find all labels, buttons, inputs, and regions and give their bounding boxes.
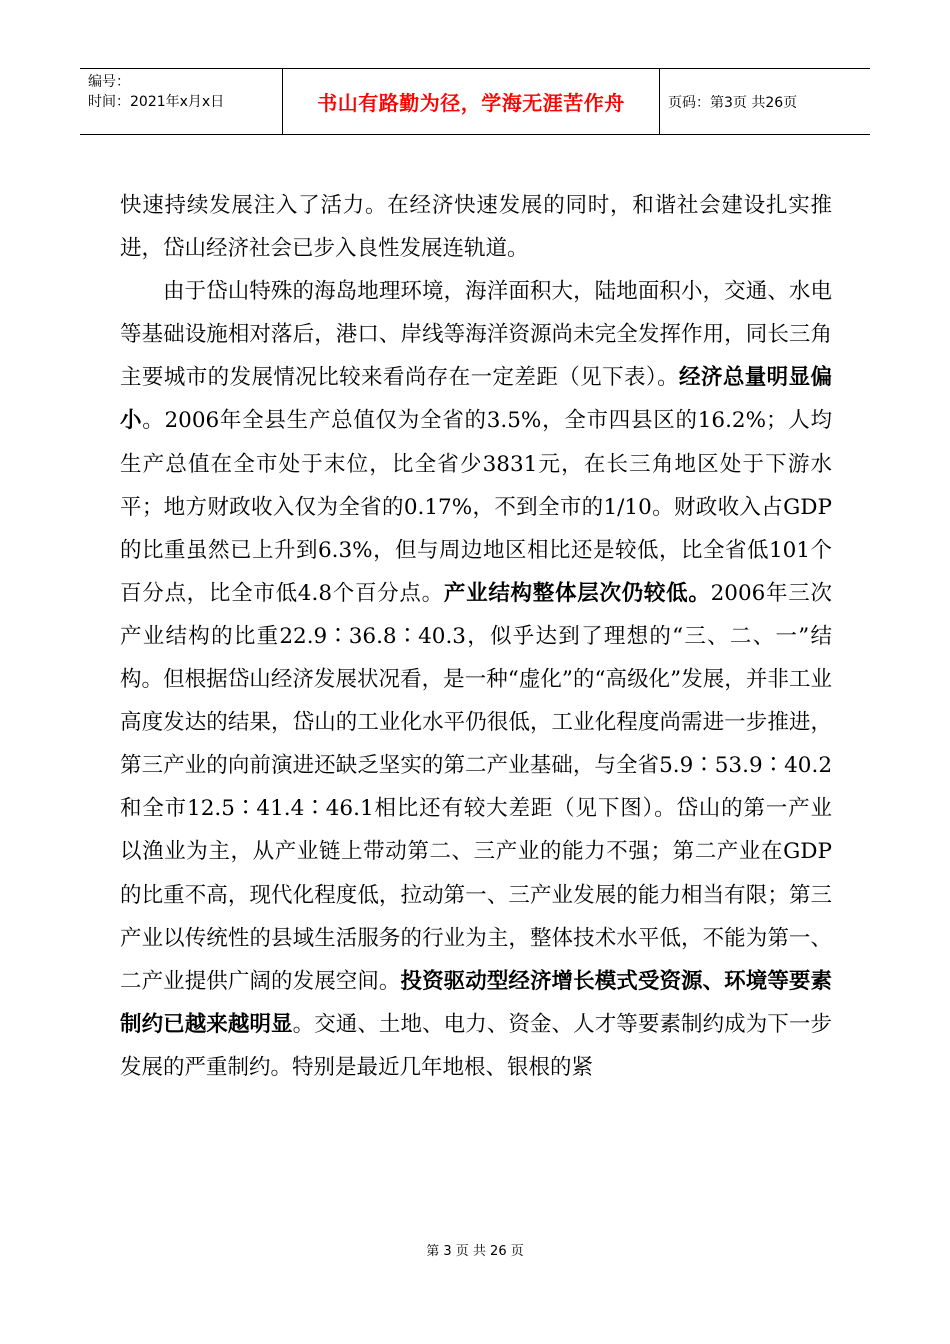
page-footer: 第 3 页 共 26 页 [426,1244,524,1259]
paragraph-2-text-c: 2006年三次产业结构的比重22.9∶36.8∶40.3，似乎达到了理想的“三、二、一”结构。但根据岱山经济发展状况看，是一种“虚化”的“高级化”发展，并非工业高度发达的结果，岱山的工业化水平仍很低，工业化程度尚需进一步推进，第三产业的向前演进还缺乏坚实的第二产业基础，与全省5.9∶53.9∶40.2和全市12.5∶41.4∶46.1相比还有较大差距（见下图）。岱山的第一产业以渔业为主，从产业链上带动第二、三产业的能力不强；第二产业在GDP的比重不高，现代化程度低，拉动第一、三产业发展的能力相当有限；第三产业以传统性的县域生活服务的行业为主，整体技术水平低，不能为第一、二产业提供广阔的发展空间。 [120,580,832,994]
document-time-label: 时间：2021年x月x日 [88,94,225,110]
paragraph-2-text-b: 。2006年全县生产总值仅为全省的3.5%，全市四县区的16.2%；人均生产总值在全市处于末位，比全省少3831元，在长三角地区处于下游水平；地方财政收入仅为全省的0.17%，不到全市的1/10。财政收入占GDP的比重虽然已上升到6.3%，但与周边地区相比还是较低，比全省低101个百分点，比全市低4.8个百分点。 [120,408,832,606]
paragraph-2 [120,270,832,1089]
document-number-label: 编号： [88,74,130,90]
document-body [120,184,832,1089]
paragraph-2-text-a: 由于岱山特殊的海岛地理环境，海洋面积大，陆地面积小，交通、水电等基础设施相对落后，港口、岸线等海洋资源尚未完全发挥作用，同长三角主要城市的发展情况比较来看尚存在一定差距（见下表）。 [120,279,832,391]
paragraph-1: 快速持续发展注入了活力。在经济快速发展的同时，和谐社会建设扎实推进，岱山经济社会已步入良性发展连轨道。 [120,193,832,262]
header-page-label: 页码：第3页 共26页 [668,94,798,111]
bold-heading-industrial-structure: 产业结构整体层次仍较低。 [443,580,711,606]
header-meta [80,69,283,134]
bold-heading-investment-driven: 投资驱动型经济增长模式受资源、环境等要素制约已越来越明显 [120,968,832,1037]
page-header [80,68,870,135]
paragraph-2-text-d: 。交通、土地、电力、资金、人才等要素制约成为下一步发展的严重制约。特别是最近几年地根、银根的紧 [120,1011,832,1080]
bold-heading-economic-scale: 经济总量明显偏小 [120,365,832,434]
header-motto: 书山有路勤为径，学海无涯苦作舟 [283,69,660,134]
